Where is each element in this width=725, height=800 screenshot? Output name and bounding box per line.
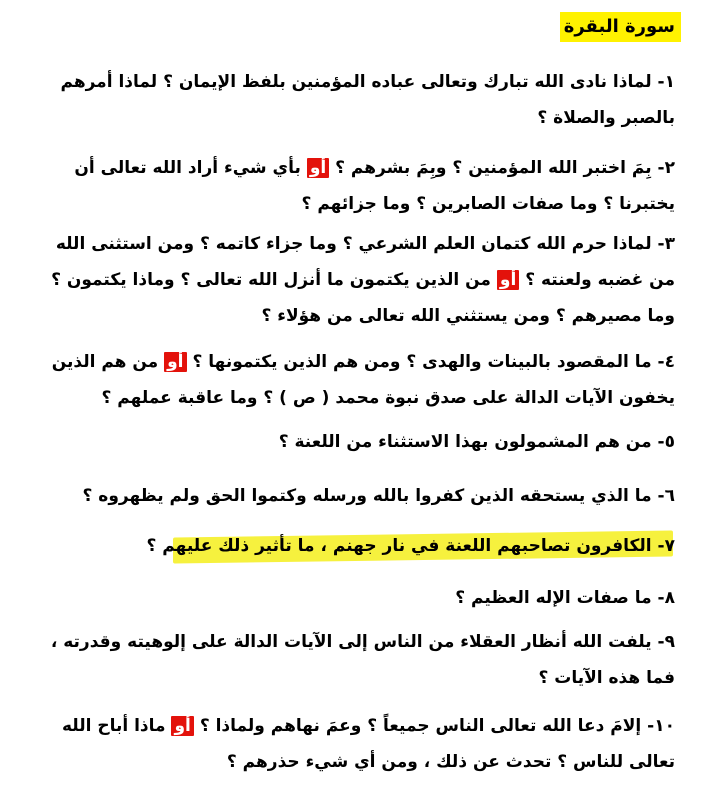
question-text-alt: من هم الذين يخفون الآيات الدالة على صدق نبوة محمد ( ص ) ؟ وما عاقبة عملهم ؟	[51, 352, 675, 408]
question-10	[35, 708, 675, 780]
question-text: الكافرون تصاحبهم اللعنة في نار جهنم ، ما تأثير ذلك عليهم ؟	[146, 536, 652, 556]
or-highlight: أو	[497, 270, 519, 290]
or-highlight: أو	[164, 352, 186, 372]
question-2	[35, 150, 675, 222]
question-text: من هم المشمولون بهذا الاستثناء من اللعنة ؟	[278, 432, 652, 452]
question-5	[35, 424, 675, 460]
question-number: ٢-	[657, 158, 675, 178]
or-highlight: أو	[171, 716, 193, 736]
question-text: ما صفات الإله العظيم ؟	[455, 588, 652, 608]
question-number: ٧-	[657, 536, 675, 556]
question-9	[35, 624, 675, 696]
question-number: ١-	[657, 72, 675, 92]
question-3	[35, 226, 675, 334]
question-text: بِمَ اختبر الله المؤمنين ؟ وبِمَ بشرهم ؟	[335, 158, 652, 178]
question-number: ٣-	[657, 234, 675, 254]
question-number: ٥-	[657, 432, 675, 452]
question-text-alt: من الذين يكتمون ما أنزل الله تعالى ؟ وماذا يكتمون ؟ وما مصيرهم ؟ ومن يستثني الله تعالى من هؤلاء ؟	[51, 270, 675, 326]
question-number: ٨-	[657, 588, 675, 608]
or-highlight: أو	[307, 158, 329, 178]
page-title: سورة البقرة	[560, 12, 681, 42]
question-number: ١٠-	[647, 716, 675, 736]
question-8	[35, 580, 675, 616]
question-text: ما المقصود بالبينات والهدى ؟ ومن هم الذين يكتمونها ؟	[192, 352, 652, 372]
question-text: لماذا نادى الله تبارك وتعالى عباده المؤمنين بلفظ الإيمان ؟ لماذا أمرهم بالصبر والصلاة ؟	[60, 72, 675, 128]
question-text: لماذا حرم الله كتمان العلم الشرعي ؟ وما جزاء كاتمه ؟ ومن استثنى الله من غضبه ولعنته ؟	[55, 234, 675, 290]
question-number: ٩-	[657, 632, 675, 652]
question-text: ما الذي يستحقه الذين كفروا بالله ورسله وكتموا الحق ولم يظهروه ؟	[82, 486, 652, 506]
question-text: يلفت الله أنظار العقلاء من الناس إلى الآيات الدالة على إلوهيته وقدرته ، فما هذه الآيات ؟	[50, 632, 675, 688]
question-text-alt: ماذا أباح الله تعالى للناس ؟ تحدث عن ذلك ، ومن أي شيء حذرهم ؟	[61, 716, 675, 772]
question-number: ٤-	[657, 352, 675, 372]
question-6	[35, 478, 675, 514]
question-4	[35, 344, 675, 416]
question-text-alt: بأي شيء أراد الله تعالى أن يختبرنا ؟ وما صفات الصابرين ؟ وما جزائهم ؟	[74, 158, 675, 214]
question-1	[35, 64, 675, 136]
question-number: ٦-	[657, 486, 675, 506]
question-text: إلامَ دعا الله تعالى الناس جميعاً ؟ وعمَ نهاهم ولماذا ؟	[199, 716, 642, 736]
question-7	[35, 528, 675, 564]
